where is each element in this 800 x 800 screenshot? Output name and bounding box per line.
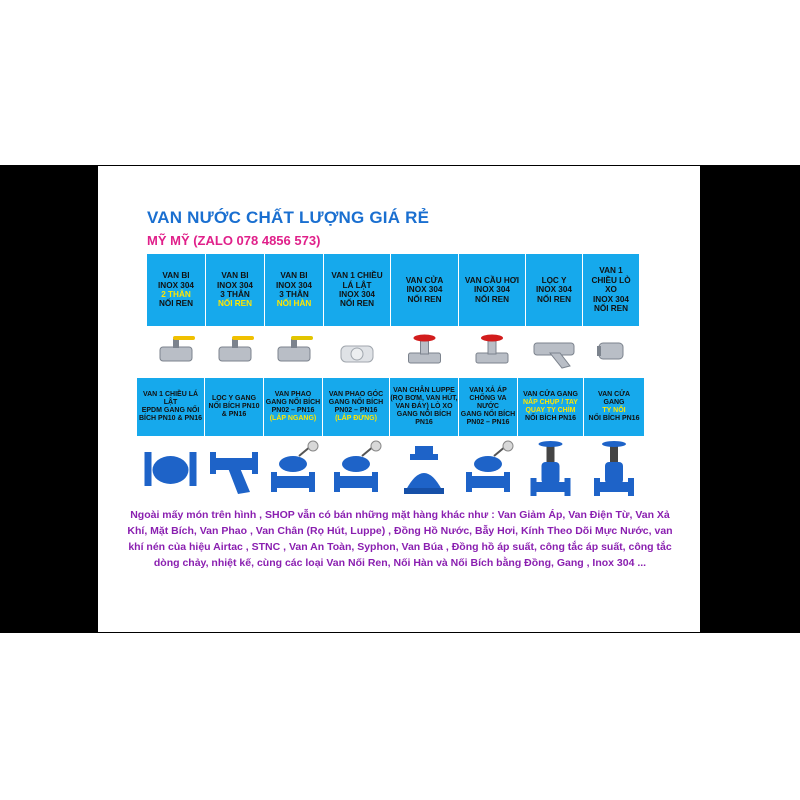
row1-header-cell xyxy=(459,254,525,326)
row2-product-image xyxy=(323,440,389,500)
cast-gate-valve-icon xyxy=(518,440,583,500)
header-line: VAN CỬA xyxy=(597,390,631,398)
header-line: LỌC Y xyxy=(541,275,567,285)
y-strainer-icon xyxy=(526,327,582,375)
header-line: INOX 304 xyxy=(536,285,572,295)
foot-valve-icon xyxy=(390,440,458,500)
row2-product-image xyxy=(264,440,322,500)
header-line: GANG NỐI BÍCH xyxy=(265,398,321,406)
row1-header-cell xyxy=(526,254,582,326)
row2-header-cell xyxy=(459,378,517,436)
header-line: 3 THÂN xyxy=(279,290,309,299)
header-line: NỐI BÍCH PN10 xyxy=(208,402,260,410)
header-highlight: (LẮP ĐỨNG) xyxy=(335,415,377,423)
header-line: VAN ĐÁY) LÒ XO xyxy=(395,402,453,410)
row1-header-cell xyxy=(324,254,390,326)
header-highlight: NỐI HÀN xyxy=(276,299,312,309)
row1-header-cell xyxy=(265,254,323,326)
header-line: NỐI REN xyxy=(339,299,375,309)
header-line: VAN 1 CHIỀU LÁ LẬT xyxy=(142,390,199,406)
flanged-y-strainer-icon xyxy=(205,440,263,500)
header-line: INOX 304 xyxy=(406,285,443,295)
row2-header-cell xyxy=(390,378,458,436)
header-highlight: NỐI REN xyxy=(217,299,253,309)
row2-product-image xyxy=(518,440,583,500)
rising-stem-gate-valve-icon xyxy=(584,440,644,500)
header-line: NỐI BÍCH PN16 xyxy=(588,415,640,423)
header-line: VAN BI xyxy=(162,271,190,281)
row1-header-cell xyxy=(391,254,458,326)
three-piece-ball-valve-icon xyxy=(206,327,264,375)
float-valve-vertical-icon xyxy=(323,440,389,500)
header-line: INOX 304 xyxy=(593,294,629,304)
weld-ball-valve-icon xyxy=(265,327,323,375)
row1-product-image xyxy=(391,327,458,375)
row2-images xyxy=(137,440,644,500)
header-line: VAN PHAO xyxy=(274,390,312,398)
row2-header-cell xyxy=(323,378,389,436)
header-line: GANG NỐI BÍCH PN16 xyxy=(396,411,452,427)
header-line: NỐI REN xyxy=(536,294,572,304)
row2-product-image xyxy=(459,440,517,500)
flyer-title: VAN NƯỚC CHẤT LƯỢNG GIÁ RẺ xyxy=(147,208,430,227)
spring-check-valve-icon xyxy=(583,327,639,375)
header-line: LÁ LẬT xyxy=(342,280,372,290)
row1-headers xyxy=(147,254,639,326)
header-highlight: TY NỔI xyxy=(602,407,626,414)
row2-product-image xyxy=(584,440,644,500)
gate-valve-icon xyxy=(391,327,458,375)
row1-product-image xyxy=(459,327,525,375)
contact-line: MỸ MỸ (ZALO 078 4856 573) xyxy=(147,233,321,248)
header-line: GANG NỐI BÍCH xyxy=(328,398,384,406)
header-line: VAN CHÂN LUPPE xyxy=(393,386,455,394)
header-line: VAN CỬA GANG xyxy=(523,390,578,398)
header-highlight: 2 THÂN xyxy=(161,290,191,299)
header-line: GANG NỐI BÍCH xyxy=(460,411,516,419)
header-line: VAN PHAO GÓC xyxy=(328,390,384,398)
header-line: XO xyxy=(605,285,617,295)
header-highlight: (LẮP NGANG) xyxy=(269,415,317,423)
header-line: CHIỀU LÒ xyxy=(591,275,631,285)
header-line: BÍCH PN10 & PN16 xyxy=(138,415,203,423)
header-line: NỐI BÍCH PN16 xyxy=(525,415,576,423)
ball-valve-icon xyxy=(147,327,205,375)
header-line: VAN 1 CHIỀU xyxy=(331,271,383,281)
header-line: 3 THÂN xyxy=(220,290,250,299)
header-line: INOX 304 xyxy=(474,285,510,295)
pressure-relief-valve-icon xyxy=(459,440,517,500)
row2-product-image xyxy=(205,440,263,500)
header-line: NỐI REN xyxy=(407,294,442,304)
header-line: NỐI REN xyxy=(158,299,194,309)
swing-check-valve-icon xyxy=(324,327,390,375)
header-line: NỐI REN xyxy=(474,294,510,304)
header-line: VAN BI xyxy=(280,271,308,281)
row1-product-image xyxy=(324,327,390,375)
row2-header-cell xyxy=(137,378,204,436)
header-line: VAN CỬA xyxy=(405,275,444,285)
row1-header-cell xyxy=(147,254,205,326)
row1-product-image xyxy=(265,327,323,375)
row1-product-image xyxy=(206,327,264,375)
header-line: EPDM GANG NỐI xyxy=(141,407,200,414)
row2-header-cell xyxy=(518,378,583,436)
row2-header-cell xyxy=(264,378,322,436)
row1-product-image xyxy=(526,327,582,375)
float-valve-horizontal-icon xyxy=(264,440,322,500)
header-line: LỌC Y GANG xyxy=(211,394,257,402)
header-line: INOX 304 xyxy=(158,280,194,290)
row1-images xyxy=(147,327,639,375)
row1-product-image xyxy=(147,327,205,375)
product-description: Ngoài mấy món trên hình , SHOP vẫn có bán những mặt hàng khác như : Van Giảm Áp, Van Điện Từ, Van Xả Khí, Mặt Bích, Van Phao , Van Chân (Rọ Hút, Luppe) , Đồng Hồ Nước, Bẫy Hơi, Kính Theo Dõi Mực Nước, van khí nén của hiệu Airtac , STNC , Van An Toàn, Syphon, Van Búa , Đồng hồ áp suất, công tắc áp suất, công tắc dòng chảy, nhiệt kế, cùng các loại Van Nối Ren, Nối Hàn và Nối Bích bằng Đồng, Gang , Inox 304 ... xyxy=(127,509,673,569)
row2-product-image xyxy=(390,440,458,500)
header-line: PN02 – PN16 xyxy=(271,407,315,414)
header-line: VAN CẦU HƠI xyxy=(464,275,520,285)
row1-header-cell xyxy=(206,254,264,326)
header-line: VAN 1 xyxy=(599,266,623,276)
row2-headers xyxy=(137,378,644,436)
header-highlight: NẮP CHỤP / TAY QUAY TY CHÌM xyxy=(523,398,578,414)
row2-header-cell xyxy=(584,378,644,436)
header-line: VAN XẢ ÁP xyxy=(469,386,507,394)
row2-header-cell xyxy=(205,378,263,436)
header-line: CHỐNG VA NƯỚC xyxy=(469,394,507,410)
row1-header-cell xyxy=(583,254,639,326)
header-line: NỐI REN xyxy=(593,304,629,314)
header-line: (RỌ BƠM, VAN HÚT, xyxy=(390,394,458,402)
header-line: INOX 304 xyxy=(276,280,312,290)
header-line: GANG xyxy=(603,398,625,406)
header-line: PN02 – PN16 xyxy=(466,419,510,427)
header-line: INOX 304 xyxy=(217,280,253,290)
header-line: INOX 304 xyxy=(339,290,375,299)
flanged-check-valve-icon xyxy=(137,440,204,500)
row1-product-image xyxy=(583,327,639,375)
header-line: VAN BI xyxy=(221,271,249,281)
header-line: & PN16 xyxy=(221,411,247,419)
globe-valve-icon xyxy=(459,327,525,375)
row2-product-image xyxy=(137,440,204,500)
header-line: PN02 – PN16 xyxy=(334,407,378,414)
